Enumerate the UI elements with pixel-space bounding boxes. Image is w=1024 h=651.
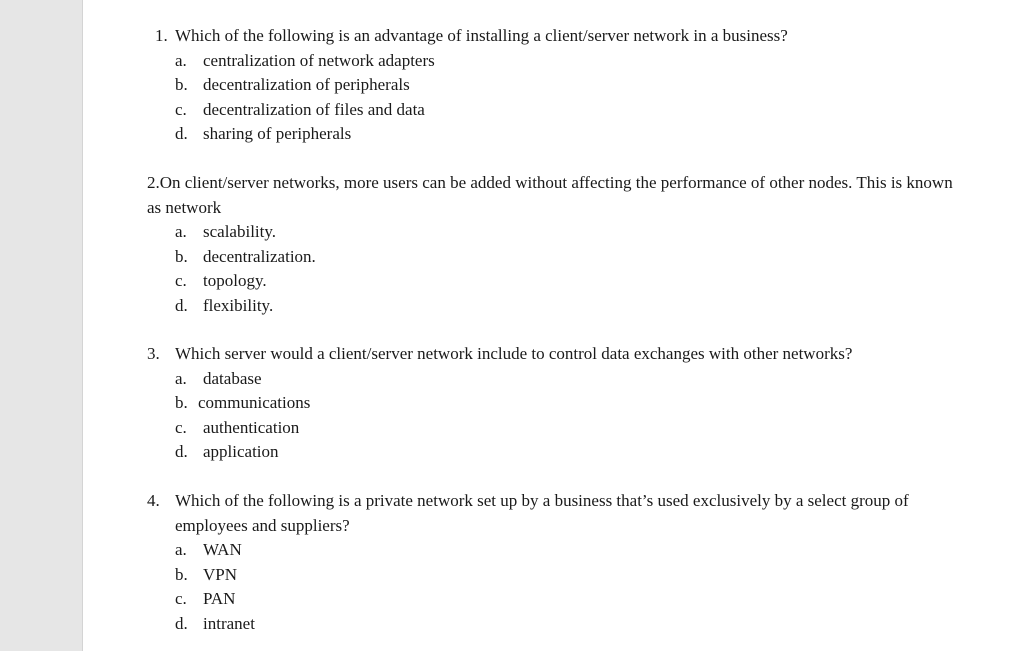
option-text: WAN	[203, 540, 242, 559]
option-b	[175, 563, 237, 588]
option-letter: a.	[175, 50, 187, 70]
option-text: intranet	[203, 613, 255, 633]
document-margin-sidebar	[0, 0, 83, 651]
option-text: database	[203, 368, 262, 388]
option-c	[175, 587, 235, 612]
option-text: communications	[198, 393, 311, 412]
option-d	[175, 440, 279, 465]
option-letter: d.	[175, 295, 188, 315]
option-b	[175, 391, 310, 416]
option-text: decentralization of peripherals	[203, 75, 410, 94]
option-letter: b.	[175, 393, 188, 412]
option-a	[175, 220, 276, 245]
question-text: Which of the following is an advantage of installing a client/server network in a business?	[175, 26, 788, 45]
option-letter: b.	[175, 75, 188, 94]
option-text: sharing of peripherals	[203, 124, 352, 143]
option-d	[175, 294, 273, 319]
option-letter: c.	[175, 417, 187, 437]
option-a	[175, 49, 435, 74]
question-stem	[147, 171, 967, 220]
option-letter: d.	[175, 613, 188, 633]
option-text: authentication	[203, 417, 300, 437]
option-letter: d.	[175, 442, 188, 461]
option-d	[175, 122, 351, 147]
option-b	[175, 245, 316, 270]
option-text: decentralization.	[203, 246, 316, 266]
option-text: flexibility.	[203, 295, 274, 315]
question-number: 2.	[147, 173, 160, 192]
option-letter: c.	[175, 99, 187, 119]
document-page	[83, 0, 1024, 651]
option-c	[175, 269, 267, 294]
question-number: 1.	[155, 26, 168, 45]
option-a	[175, 367, 262, 392]
question-number: 3.	[147, 344, 160, 363]
option-c	[175, 98, 425, 123]
option-a	[175, 538, 242, 563]
option-d	[175, 612, 255, 637]
question-text: Which of the following is a private network set up by a business that’s used exclusively by a select group of employees and suppliers?	[175, 491, 909, 535]
option-text: scalability.	[203, 222, 277, 241]
option-letter: a.	[175, 368, 187, 388]
option-letter: a.	[175, 540, 187, 559]
option-text: application	[203, 442, 279, 461]
option-b	[175, 73, 410, 98]
option-letter: d.	[175, 124, 188, 143]
option-letter: c.	[175, 589, 187, 608]
option-text: PAN	[203, 589, 236, 608]
option-letter: a.	[175, 222, 187, 241]
option-text: topology.	[203, 271, 267, 290]
option-letter: b.	[175, 564, 188, 584]
option-text: VPN	[203, 564, 238, 584]
option-letter: c.	[175, 271, 187, 290]
option-c	[175, 416, 299, 441]
question-text: On client/server networks, more users can be added without affecting the performance of other nodes. This is known as network	[147, 173, 953, 217]
option-text: decentralization of files and data	[203, 99, 425, 119]
question-text: Which server would a client/server network include to control data exchanges with other networks?	[175, 344, 853, 363]
option-text: centralization of network adapters	[203, 50, 435, 70]
option-letter: b.	[175, 246, 188, 266]
question-number: 4.	[147, 491, 160, 510]
